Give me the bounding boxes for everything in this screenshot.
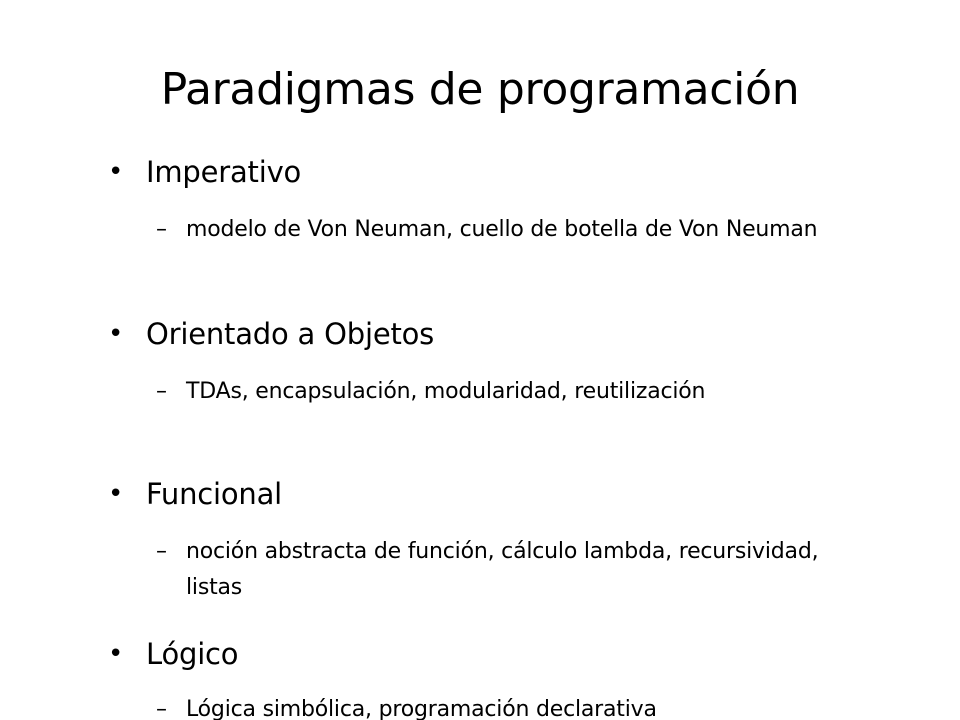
bullet-marker: • — [108, 157, 124, 187]
sub-bullet-marker: – — [156, 697, 167, 720]
bullet-marker: • — [108, 479, 124, 509]
slide-title: Paradigmas de programación — [160, 64, 800, 115]
bullet-label: Funcional — [146, 477, 283, 511]
sub-bullet-text: Lógica simbólica, programación declarativa — [186, 697, 657, 720]
sub-bullet-marker: – — [156, 217, 167, 242]
sub-bullet-marker: – — [156, 539, 167, 564]
bullet-label: Imperativo — [146, 155, 302, 189]
bullet-marker: • — [108, 319, 124, 349]
sub-bullet-text: modelo de Von Neuman, cuello de botella de Von Neuman — [186, 217, 818, 242]
sub-bullet-text: noción abstracta de función, cálculo lambda, recursividad, listas — [186, 539, 819, 600]
sub-bullet-text: TDAs, encapsulación, modularidad, reutilización — [186, 379, 706, 404]
bullet-label: Orientado a Objetos — [146, 317, 435, 351]
bullet-label: Lógico — [146, 637, 239, 671]
bullet-marker: • — [108, 639, 124, 669]
sub-bullet-marker: – — [156, 379, 167, 404]
